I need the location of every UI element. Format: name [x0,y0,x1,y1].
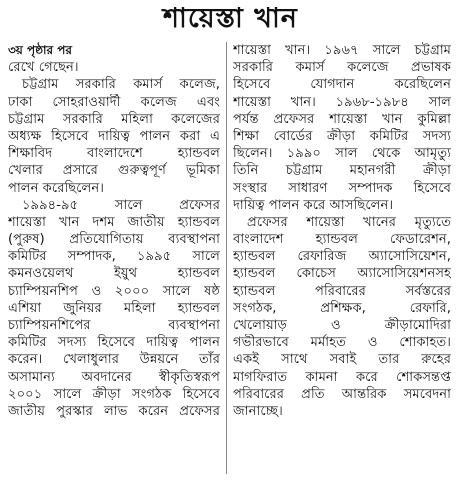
text-line: কমনওয়েলথ ইয়ুথ হ্যান্ডবল [8,266,220,282]
text-line: ১৯৯৪-৯৫ সালে প্রফেসর [22,197,220,213]
text-line: শিক্ষা বোর্ডের ক্রীড়া কমিটির সদস্য [233,128,451,144]
text-line: হ্যান্ডবল রেফারিজ অ্যাসোসিয়েশন, [233,249,451,265]
text-line: পরিবারের প্রতি আন্তরিক সমবেদনা [233,386,451,402]
text-line: কমিটির সম্পাদক, ১৯৯৫ সালে [8,249,220,265]
text-line: সরকারি কমার্স কলেজে প্রভাষক [233,60,451,76]
text-line: অসামান্য অবদানের স্বীকৃতিস্বরূপ [8,369,220,385]
text-line: তিনি চট্টগ্রাম মহানগরী ক্রীড়া [233,163,451,179]
text-line: চট্টগ্রাম সরকারি মহিলা কলেজের [8,111,220,127]
text-line: বাংলাদেশ হ্যান্ডবল ফেডারেশন, [233,232,451,248]
text-line: শিক্ষাবিদ বাংলাদেশে হ্যান্ডবল [8,146,220,162]
text-line: চট্টগ্রাম সরকারি কমার্স কলেজ, [22,77,220,93]
text-line: সংগঠক, প্রশিক্ষক, রেফারি, [233,300,451,316]
text-line: ছিলেন। ১৯৯০ সাল থেকে আমৃত্যু [233,146,451,162]
article-headline: শায়েস্তা খান [163,2,298,34]
text-line: একই সাথে সবাই তার রুহের [233,352,451,368]
text-line: চ্যাম্পিয়নশিপের ব্যবস্থাপনা [8,318,220,334]
text-line: হ্যান্ডবল কোচেস অ্যাসোসিয়েশনসহ [233,266,451,282]
article-column-left [8,42,220,420]
text-line: হ্যান্ডবল পরিবারের সর্বস্তরের [233,283,451,299]
text-line: রেখে গেছেন। [8,60,79,76]
text-line: ঢাকা সোহরাওয়ার্দী কলেজ এবং [8,94,220,110]
text-line: কমিটির সদস্য হিসেবে দায়িত্ব পালন [8,335,220,351]
text-line: শায়েস্তা খান। ১৯৬৮-১৯৮৪ সাল [233,94,451,110]
text-line: শায়েস্তা খান। ১৯৬৭ সালে চট্টগ্রাম [233,43,451,58]
article-column-right [233,42,451,420]
text-line: পালন করেছিলেন। [8,180,104,196]
text-line: জাতীয় পুরস্কার লাভ করেন প্রফেসর [8,403,220,419]
text-line: দায়িত্ব পালন করে আসছিলেন। [233,197,394,213]
text-line: এশিয়া জুনিয়র মহিলা হ্যান্ডবল [8,300,220,316]
headline-container [0,0,461,40]
text-line: প্রফেসর শায়েস্তা খানের মৃত্যুতে [247,214,451,230]
continued-from-label: ৩য় পৃষ্ঠার পর [8,43,73,57]
text-line: চ্যাম্পিয়নশিপ ও ২০০০ সালে ষষ্ঠ [8,283,220,299]
text-line: শায়েস্তা খান দশম জাতীয় হ্যান্ডবল [8,214,220,230]
text-line: অধ্যক্ষ হিসেবে দায়িত্ব পালন করা এ [8,128,220,144]
text-line: হিসেবে যোগদান করেছিলেন [233,77,451,93]
text-line: মাগফিরাত কামনা করে শোকসন্তপ্ত [233,369,451,385]
column-divider [226,42,227,474]
text-line: করেন। খেলাধুলার উন্নয়নে তাঁর [8,352,220,368]
text-line: গভীরভাবে মর্মাহত ও শোকাহত। [233,335,451,351]
text-line: খেলোয়াড় ও ক্রীড়ামোদিরা [233,318,451,334]
text-line: পর্যন্ত প্রফেসর শায়েস্তা খান কুমিল্লা [233,111,451,127]
text-line: সংস্থার সাধারণ সম্পাদক হিসেবে [233,180,451,196]
text-line: ২০০১ সালে ক্রীড়া সংগঠক হিসেবে [8,386,220,402]
text-line: (পুরুষ) প্রতিযোগিতায় ব্যবস্থাপনা [8,232,220,248]
text-line: জানাচ্ছে। [233,403,283,419]
text-line: খেলার প্রসারে গুরুত্বপূর্ণ ভূমিকা [8,163,220,179]
